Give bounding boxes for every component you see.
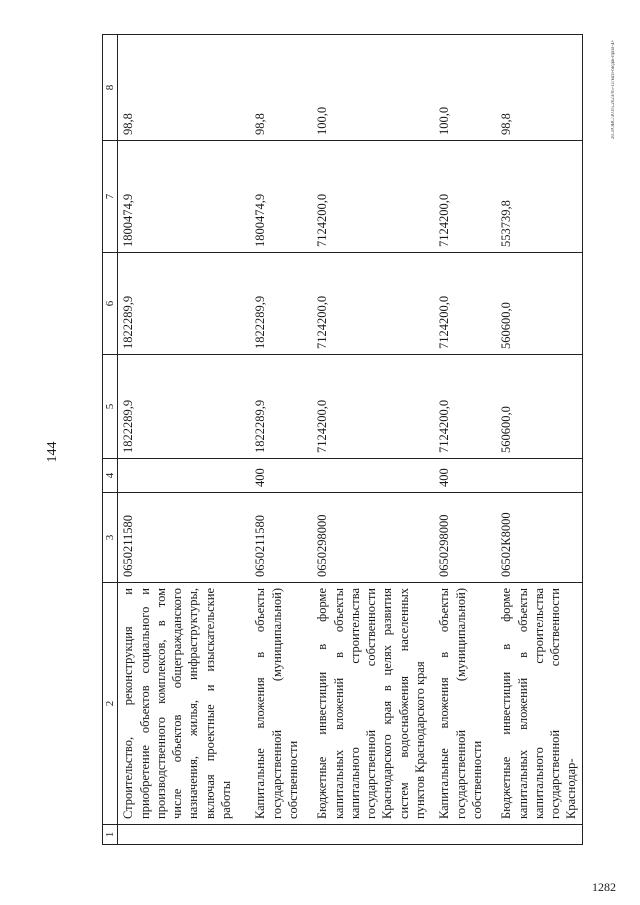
expense-type-cell [312,459,434,493]
value-col-5-cell: 7124200,0 [434,355,496,459]
target-code-cell: 06502К8000 [496,493,583,583]
value-col-5-cell: 560600,0 [496,355,583,459]
value-col-7-cell: 7124200,0 [434,141,496,253]
percent-cell: 98,8 [496,35,583,141]
footer-file-path: 20.3/OBC/30.05.2023/05-11/мсп-бюдж-прил-4+ [611,40,616,140]
header-col-3: 3 [103,493,118,583]
expense-type-cell [496,459,583,493]
table-row [250,35,312,845]
value-col-7-cell: 1800474,9 [250,141,312,253]
value-col-7-cell: 1800474,9 [118,141,251,253]
target-code-cell: 0650211580 [118,493,251,583]
target-code-cell: 0650211580 [250,493,312,583]
percent-cell: 98,8 [118,35,251,141]
table-row [312,35,434,845]
value-col-5-cell: 1822289,9 [118,355,251,459]
page-number: 144 [45,441,60,463]
row-name-cell: Бюджетные инвестиции в форме капитальных вложений в объекты капитального строительства государственной собственности Краснодар- [496,583,583,825]
row-name-cell: Капитальные вложения в объекты государственной (муниципальной) собственности [434,583,496,825]
header-col-8: 8 [103,35,118,141]
percent-cell: 100,0 [434,35,496,141]
expense-type-cell: 400 [250,459,312,493]
row-name-cell: Бюджетные инвестиции в форме капитальных вложений в объекты капитального строительства государственной собственности Краснодарского края в целях развития систем водоснабжения населенных пунктов Краснодарского края [312,583,434,825]
value-col-6-cell: 1822289,9 [118,253,251,355]
table-row [118,35,251,845]
value-col-6-cell: 7124200,0 [312,253,434,355]
table-header-row [103,35,118,845]
row-name-cell: Капитальные вложения в объекты государственной (муниципальной) собственности [250,583,312,825]
expense-type-cell [118,459,251,493]
value-col-6-cell: 560600,0 [496,253,583,355]
header-col-1: 1 [103,825,118,845]
row-name-cell: Строительство, реконструкция и приобретение объектов социального и производственного комплексов, в том числе объектов общегражданского назначения, жилья, инфраструктуры, включая проектные и изыскательские работы [118,583,251,825]
expense-type-cell: 400 [434,459,496,493]
target-code-cell: 0650298000 [434,493,496,583]
row-index-cell [434,825,496,845]
header-col-6: 6 [103,253,118,355]
header-col-7: 7 [103,141,118,253]
header-col-5: 5 [103,355,118,459]
value-col-5-cell: 7124200,0 [312,355,434,459]
row-index-cell [312,825,434,845]
header-col-4: 4 [103,459,118,493]
rotated-table-container [102,35,597,845]
table-row [434,35,496,845]
row-index-cell [118,825,251,845]
table-row [496,35,583,845]
value-col-5-cell: 1822289,9 [250,355,312,459]
value-col-7-cell: 553739,8 [496,141,583,253]
value-col-6-cell: 1822289,9 [250,253,312,355]
row-index-cell [496,825,583,845]
value-col-7-cell: 7124200,0 [312,141,434,253]
value-col-6-cell: 7124200,0 [434,253,496,355]
budget-table [102,34,583,845]
row-index-cell [250,825,312,845]
percent-cell: 98,8 [250,35,312,141]
percent-cell: 100,0 [312,35,434,141]
target-code-cell: 0650298000 [312,493,434,583]
sheet-number: 1282 [592,880,616,894]
header-col-2: 2 [103,583,118,825]
